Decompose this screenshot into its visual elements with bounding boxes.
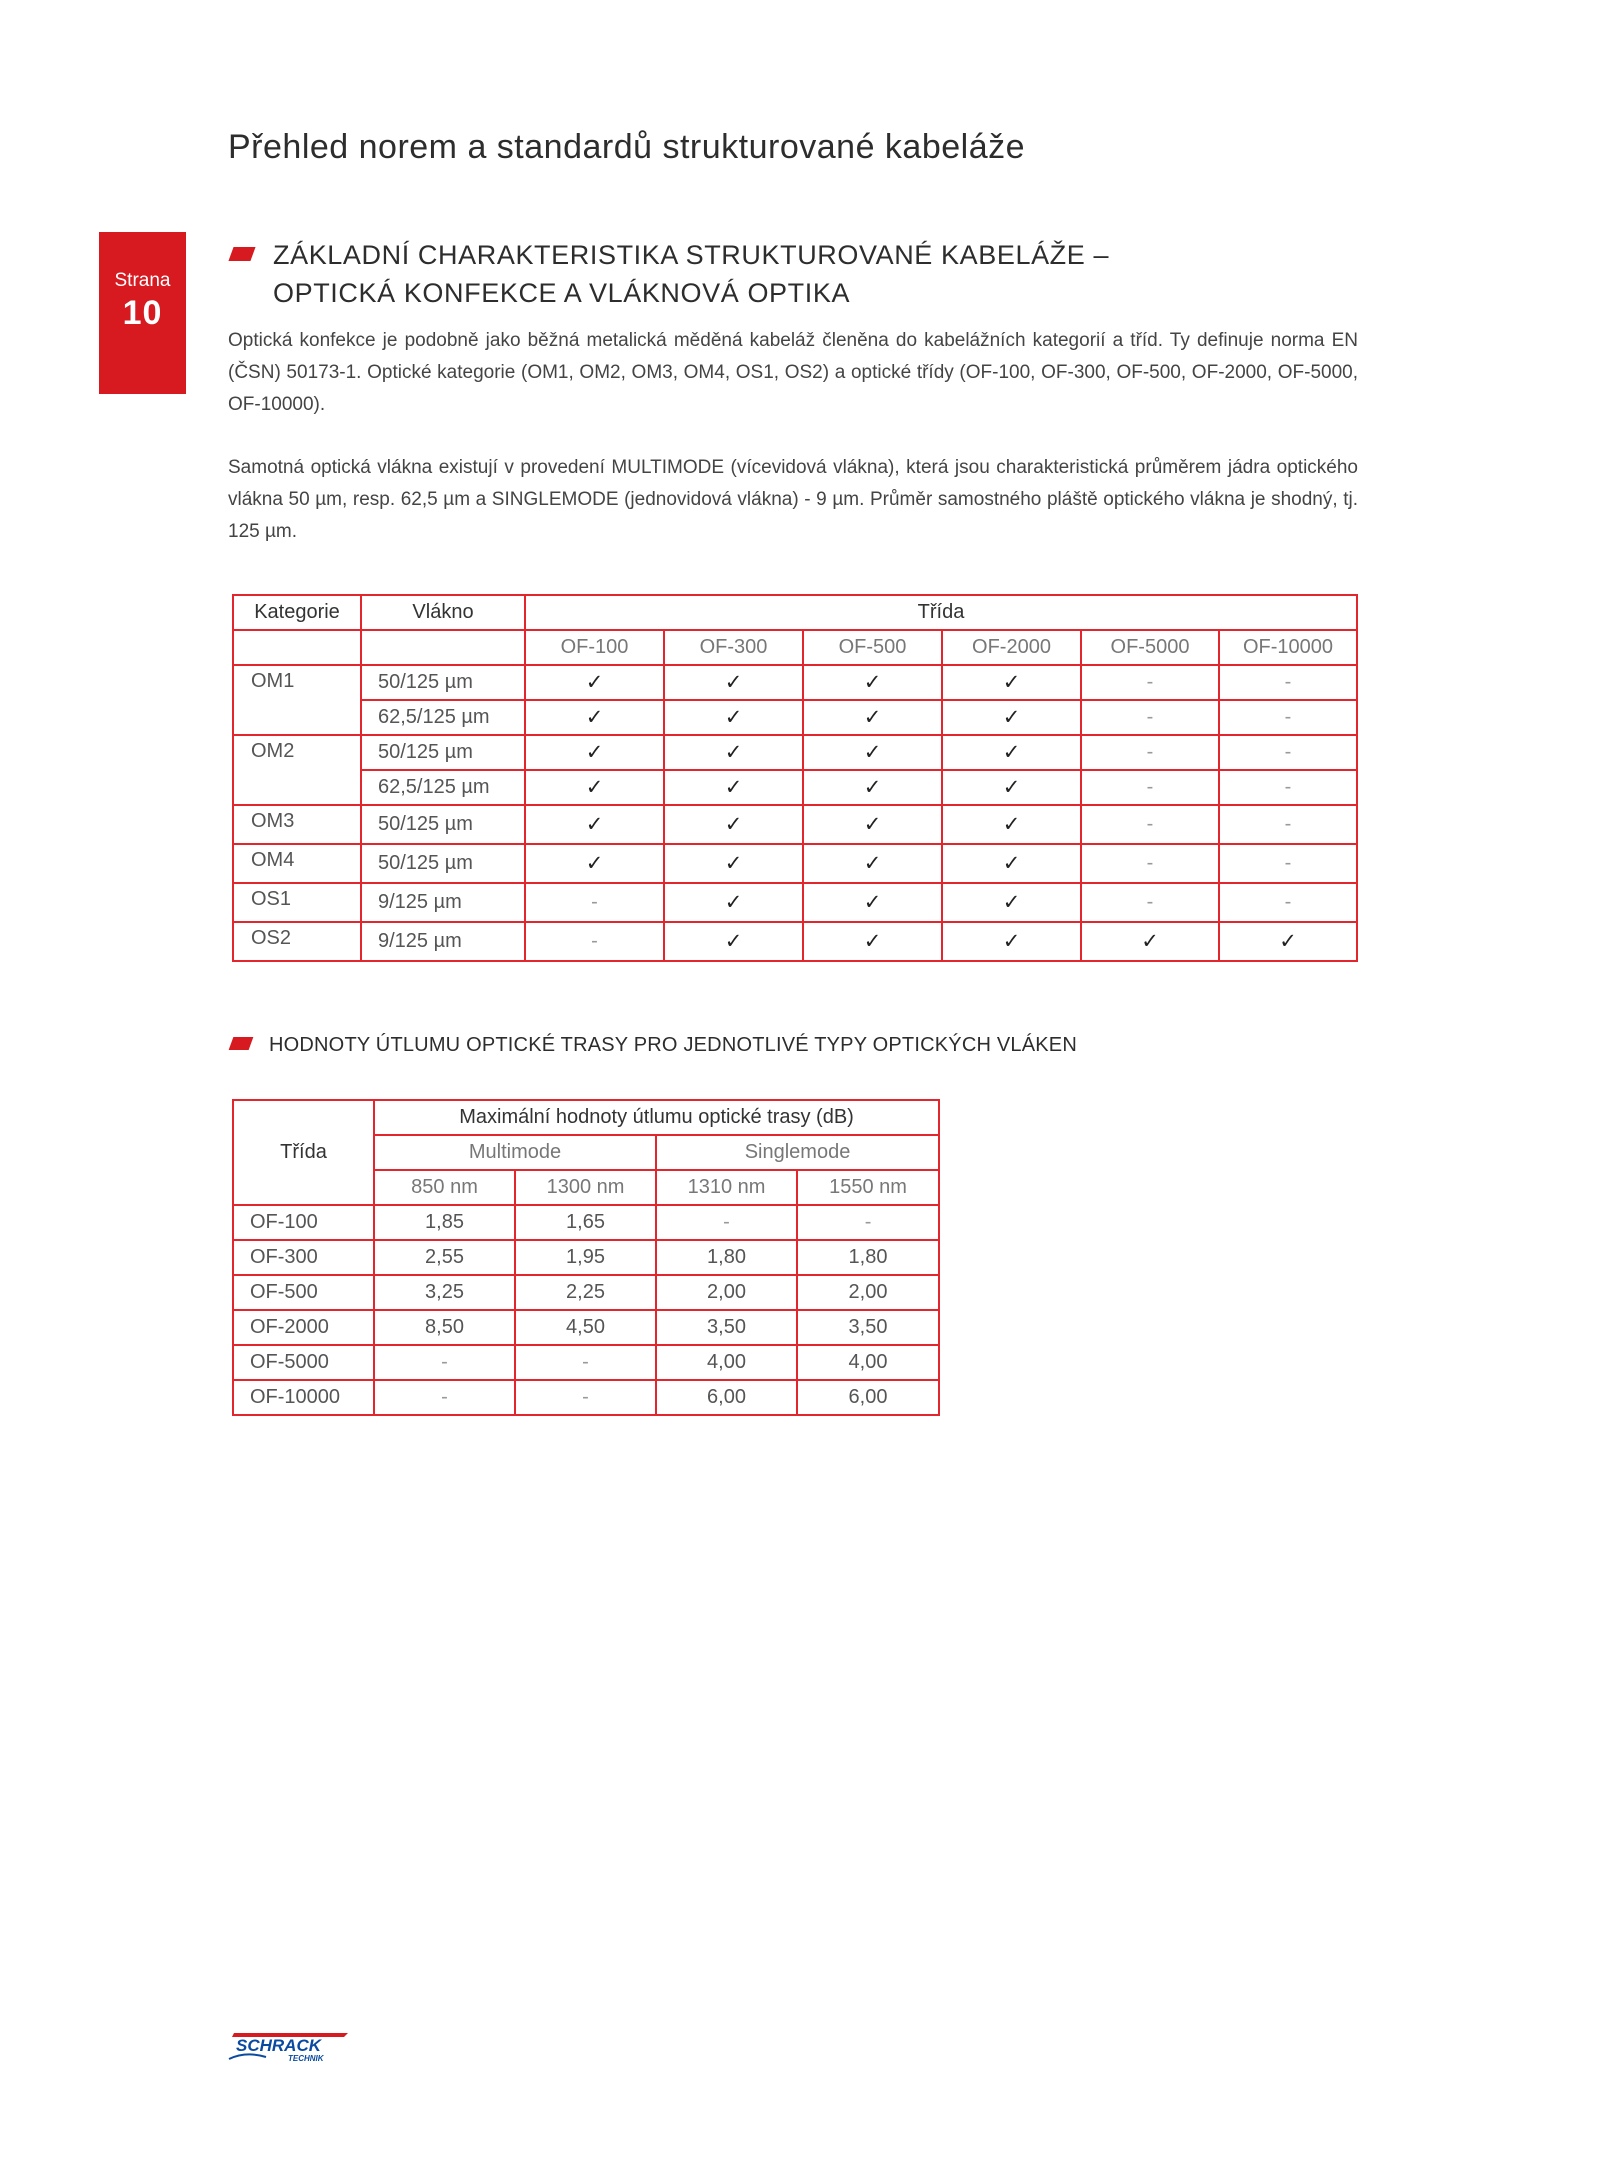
check-icon: ✓ bbox=[803, 805, 942, 844]
attenuation-value: - bbox=[374, 1345, 515, 1380]
class-cell: OF-5000 bbox=[233, 1345, 374, 1380]
attenuation-value: - bbox=[374, 1380, 515, 1415]
fiber-paragraph: Samotná optická vlákna existují v provedení MULTIMODE (vícevidová vlákna), která jsou charakteristická průměrem jádra optického vlákna 50 µm, resp. 62,5 µm a SINGLEMODE (jednovidová vlákna) - 9 µm. Průměr samostného pláště optického vlákna je shodný, tj. 125 µm. bbox=[228, 457, 1358, 542]
category-cell: OS2 bbox=[233, 922, 361, 961]
attenuation-value: 2,00 bbox=[656, 1275, 797, 1310]
check-icon: ✓ bbox=[525, 844, 664, 883]
check-icon: ✓ bbox=[942, 735, 1081, 770]
check-icon: ✓ bbox=[525, 735, 664, 770]
column-header-class: Třída bbox=[233, 1100, 374, 1205]
table-row bbox=[233, 1345, 939, 1380]
check-icon: ✓ bbox=[803, 883, 942, 922]
check-icon: ✓ bbox=[664, 883, 803, 922]
check-icon: ✓ bbox=[942, 665, 1081, 700]
category-cell: OM3 bbox=[233, 805, 361, 844]
check-icon: ✓ bbox=[942, 805, 1081, 844]
table-row bbox=[233, 1380, 939, 1415]
check-icon: ✓ bbox=[664, 770, 803, 805]
attenuation-value: 1,85 bbox=[374, 1205, 515, 1240]
check-icon: ✓ bbox=[664, 665, 803, 700]
dash-cell: - bbox=[525, 883, 664, 922]
dash-cell: - bbox=[1219, 805, 1357, 844]
attenuation-value: 1,65 bbox=[515, 1205, 656, 1240]
table-header-row bbox=[233, 595, 1357, 630]
check-icon: ✓ bbox=[664, 844, 803, 883]
check-icon: ✓ bbox=[803, 922, 942, 961]
check-icon: ✓ bbox=[1081, 922, 1219, 961]
check-icon: ✓ bbox=[803, 700, 942, 735]
class-cell: OF-2000 bbox=[233, 1310, 374, 1345]
category-cell: OS1 bbox=[233, 883, 361, 922]
dash-cell: - bbox=[1081, 770, 1219, 805]
column-header-max-attenuation: Maximální hodnoty útlumu optické trasy (dB) bbox=[374, 1100, 939, 1135]
table-row bbox=[233, 1240, 939, 1275]
attenuation-value: 2,25 bbox=[515, 1275, 656, 1310]
dash-cell: - bbox=[1081, 700, 1219, 735]
attenuation-value: - bbox=[656, 1205, 797, 1240]
fiber-cell: 62,5/125 µm bbox=[361, 770, 525, 805]
check-icon: ✓ bbox=[664, 700, 803, 735]
check-icon: ✓ bbox=[525, 770, 664, 805]
check-icon: ✓ bbox=[942, 700, 1081, 735]
fiber-cell: 9/125 µm bbox=[361, 883, 525, 922]
attenuation-value: 1,80 bbox=[656, 1240, 797, 1275]
class-header-of-500: OF-500 bbox=[803, 630, 942, 665]
attenuation-value: 8,50 bbox=[374, 1310, 515, 1345]
column-header-class: Třída bbox=[525, 595, 1357, 630]
class-cell: OF-100 bbox=[233, 1205, 374, 1240]
table-subheader-row bbox=[233, 630, 1357, 665]
attenuation-value: 4,00 bbox=[656, 1345, 797, 1380]
check-icon: ✓ bbox=[803, 735, 942, 770]
intro-paragraph: Optická konfekce je podobně jako běžná metalická měděná kabeláž členěna do kabelážních kategorií a tříd. Ty definuje norma EN (ČSN) 50173-1. Optické kategorie (OM1, OM2, OM3, OM4, OS1, OS2) a optické třídy (OF-100, OF-300, OF-500, OF-2000, OF-5000, OF-10000). bbox=[228, 330, 1358, 415]
attenuation-value: 2,00 bbox=[797, 1275, 939, 1310]
page-number-tab bbox=[99, 232, 186, 394]
dash-cell: - bbox=[1081, 844, 1219, 883]
category-class-table bbox=[232, 594, 1358, 962]
table-row bbox=[233, 844, 1357, 883]
logo-main-text: SCHRACK bbox=[236, 2036, 321, 2055]
attenuation-value: 6,00 bbox=[656, 1380, 797, 1415]
check-icon: ✓ bbox=[664, 805, 803, 844]
wavelength-header: 1300 nm bbox=[515, 1170, 656, 1205]
attenuation-value: 4,50 bbox=[515, 1310, 656, 1345]
attenuation-value: - bbox=[797, 1205, 939, 1240]
attenuation-value: - bbox=[515, 1380, 656, 1415]
logo-sub-text: TECHNIK bbox=[288, 2054, 324, 2063]
check-icon: ✓ bbox=[1219, 922, 1357, 961]
check-icon: ✓ bbox=[942, 922, 1081, 961]
dash-cell: - bbox=[1081, 883, 1219, 922]
table-row bbox=[233, 665, 1357, 700]
attenuation-value: 3,50 bbox=[656, 1310, 797, 1345]
fiber-cell: 50/125 µm bbox=[361, 665, 525, 700]
dash-cell: - bbox=[1219, 700, 1357, 735]
table-header-row bbox=[233, 1100, 939, 1135]
dash-cell: - bbox=[1081, 805, 1219, 844]
category-cell: OM1 bbox=[233, 665, 361, 735]
attenuation-value: 1,80 bbox=[797, 1240, 939, 1275]
attenuation-value: 3,25 bbox=[374, 1275, 515, 1310]
attenuation-value: 4,00 bbox=[797, 1345, 939, 1380]
section-heading-line2: OPTICKÁ KONFEKCE A VLÁKNOVÁ OPTIKA bbox=[273, 278, 851, 308]
check-icon: ✓ bbox=[664, 922, 803, 961]
attenuation-value: 3,50 bbox=[797, 1310, 939, 1345]
check-icon: ✓ bbox=[525, 700, 664, 735]
class-cell: OF-10000 bbox=[233, 1380, 374, 1415]
check-icon: ✓ bbox=[525, 805, 664, 844]
fiber-cell: 62,5/125 µm bbox=[361, 700, 525, 735]
class-header-of-100: OF-100 bbox=[525, 630, 664, 665]
column-header-fiber: Vlákno bbox=[361, 595, 525, 630]
class-header-of-2000: OF-2000 bbox=[942, 630, 1081, 665]
wavelength-header: 1310 nm bbox=[656, 1170, 797, 1205]
column-header-singlemode: Singlemode bbox=[656, 1135, 939, 1170]
page-tab-label: Strana bbox=[114, 270, 171, 291]
check-icon: ✓ bbox=[942, 883, 1081, 922]
attenuation-table bbox=[232, 1099, 940, 1416]
logo-arc bbox=[229, 2054, 266, 2059]
attenuation-value: 1,95 bbox=[515, 1240, 656, 1275]
fiber-cell: 50/125 µm bbox=[361, 735, 525, 770]
empty-cell bbox=[233, 630, 361, 665]
check-icon: ✓ bbox=[942, 844, 1081, 883]
section-heading-text: HODNOTY ÚTLUMU OPTICKÉ TRASY PRO JEDNOTLIVÉ TYPY OPTICKÝCH VLÁKEN bbox=[269, 1034, 1077, 1056]
class-header-of-300: OF-300 bbox=[664, 630, 803, 665]
section-heading-characteristics bbox=[231, 236, 1109, 312]
table-row bbox=[233, 735, 1357, 770]
check-icon: ✓ bbox=[525, 665, 664, 700]
table-row bbox=[233, 1310, 939, 1345]
section-heading-line1: ZÁKLADNÍ CHARAKTERISTIKA STRUKTUROVANÉ KABELÁŽE – bbox=[273, 240, 1110, 270]
attenuation-value: 6,00 bbox=[797, 1380, 939, 1415]
fiber-cell: 9/125 µm bbox=[361, 922, 525, 961]
section-heading-attenuation bbox=[231, 1030, 1077, 1060]
table-row bbox=[233, 883, 1357, 922]
page-title: Přehled norem a standardů strukturované kabeláže bbox=[228, 128, 1026, 166]
wavelength-header: 1550 nm bbox=[797, 1170, 939, 1205]
check-icon: ✓ bbox=[803, 665, 942, 700]
class-header-of-10000: OF-10000 bbox=[1219, 630, 1357, 665]
dash-cell: - bbox=[1219, 735, 1357, 770]
class-cell: OF-300 bbox=[233, 1240, 374, 1275]
check-icon: ✓ bbox=[803, 844, 942, 883]
column-header-category: Kategorie bbox=[233, 595, 361, 630]
category-cell: OM2 bbox=[233, 735, 361, 805]
heading-marker-icon bbox=[228, 247, 255, 261]
fiber-cell: 50/125 µm bbox=[361, 844, 525, 883]
table-row bbox=[233, 770, 1357, 805]
empty-cell bbox=[361, 630, 525, 665]
table-row bbox=[233, 805, 1357, 844]
dash-cell: - bbox=[1219, 844, 1357, 883]
class-header-of-5000: OF-5000 bbox=[1081, 630, 1219, 665]
table-row bbox=[233, 1205, 939, 1240]
heading-marker-icon bbox=[229, 1037, 254, 1050]
table-row bbox=[233, 1275, 939, 1310]
table-row bbox=[233, 700, 1357, 735]
dash-cell: - bbox=[1219, 665, 1357, 700]
category-cell: OM4 bbox=[233, 844, 361, 883]
table-row bbox=[233, 922, 1357, 961]
dash-cell: - bbox=[1219, 770, 1357, 805]
attenuation-value: - bbox=[515, 1345, 656, 1380]
check-icon: ✓ bbox=[942, 770, 1081, 805]
fiber-cell: 50/125 µm bbox=[361, 805, 525, 844]
check-icon: ✓ bbox=[803, 770, 942, 805]
dash-cell: - bbox=[1081, 665, 1219, 700]
page-number: 10 bbox=[122, 294, 163, 332]
dash-cell: - bbox=[525, 922, 664, 961]
schrack-logo bbox=[226, 2027, 352, 2067]
dash-cell: - bbox=[1219, 883, 1357, 922]
dash-cell: - bbox=[1081, 735, 1219, 770]
class-cell: OF-500 bbox=[233, 1275, 374, 1310]
attenuation-value: 2,55 bbox=[374, 1240, 515, 1275]
wavelength-header: 850 nm bbox=[374, 1170, 515, 1205]
check-icon: ✓ bbox=[664, 735, 803, 770]
column-header-multimode: Multimode bbox=[374, 1135, 656, 1170]
